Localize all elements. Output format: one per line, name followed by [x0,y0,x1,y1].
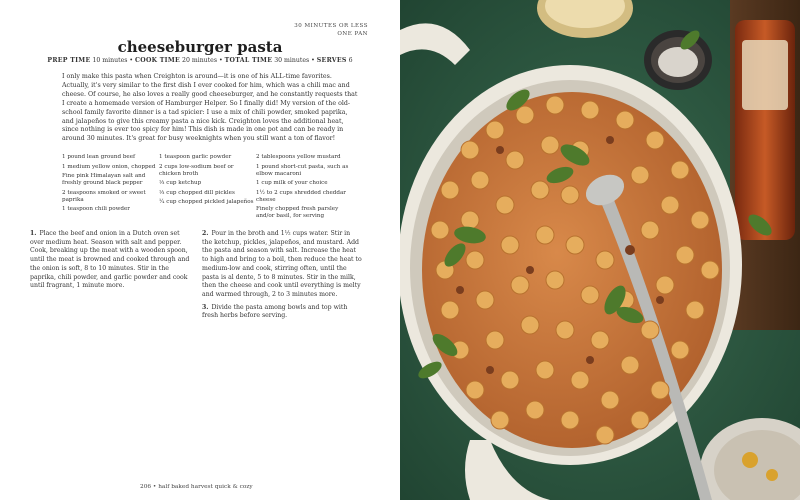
step-text: Divide the pasta among bowls and top with fresh herbs before serving. [202,303,348,320]
ingredients-column-1 [62,154,157,223]
step-number: 2. [202,230,209,237]
cook-time-label: COOK TIME [135,57,181,64]
pasta-pan-illustration [400,0,800,500]
steps-column-2 [202,230,362,325]
total-time-label: TOTAL TIME [224,57,273,64]
tag-30-minutes: 30 MINUTES OR LESS [294,23,368,29]
recipe-times: PREP TIME 10 minutes • COOK TIME 20 minutes • TOTAL TIME 30 minutes • SERVES 6 [47,57,353,64]
recipe-photo [400,0,800,500]
total-time-value: 30 minutes [274,57,310,64]
step-text: Pour in the broth and 1½ cups water. Stir in the ketchup, pickles, jalapeños, and mustard. Add the pasta and season with salt. Increase the heat to high and bring to a boil, then reduce the heat to medium-low and cook, stirring often, until the pasta is al dente, 5 to 8 minutes. Stir in the milk, then the cheese and cook until everything is melty and warmed through, 2 to 3 minutes more. [202,230,362,298]
serves-value: 6 [348,57,353,64]
ingredient-item: 1 pound short-cut pasta, such as elbow macaroni [256,163,349,177]
ingredient-item: 1 medium yellow onion, chopped [62,163,156,170]
page-footer [140,484,253,490]
serves-label: SERVES [316,57,347,64]
ingredient-item: 2 tablespoons yellow mustard [256,154,341,160]
jar-label [742,40,788,110]
ingredients-list [62,154,362,223]
ingredients-column-2 [159,154,254,223]
cook-time-value: 20 minutes [182,57,217,64]
ingredient-item: ⅓ cup ketchup [159,180,202,186]
ingredient-item: 1 cup milk of your choice [256,180,328,186]
recipe-tags [294,22,368,38]
page-number: 206 [140,484,152,490]
ingredient-item: 1 teaspoon garlic powder [159,154,232,160]
book-title: half baked harvest quick & cozy [158,484,253,490]
steps-column-1 [30,230,190,325]
ingredients-column-3 [256,154,351,223]
step-item [30,230,190,291]
recipe-intro: I only make this pasta when Creighton is around—it is one of his ALL-time favorites. Actually, it's very similar to the first dish I ever cooked for him, which was a chili mac and cheese. Of course, he also loves a really good cheeseburger, and he constantly requests that I create a homemade version of Hamburger Helper. So I finally did! My version of the old-school family favorite dinner is a tad spicier: I use a mix of chili powder, smoked paprika, and jalapeños to give this creamy pasta a nice kick. Creighton loves the additional heat, since nothing is ever too spicy for him! This dish is made in one pot and can be ready in around 30 minutes. It's great for busy weeknights when you still want a ton of flavor! [62,73,358,143]
step-item [202,230,362,300]
prep-time-value: 10 minutes [92,57,128,64]
step-number: 1. [30,230,37,237]
ingredient-item: ⅓ cup chopped dill pickles [159,189,235,196]
step-number: 3. [202,303,209,311]
footer-separator: • [152,484,157,490]
tag-one-pan: ONE PAN [337,31,368,37]
ingredient-item: Finely chopped fresh parsley and/or basil, for serving [256,206,339,219]
step-item [202,304,362,321]
flower-garnish [742,452,758,468]
ingredient-item: 1 pound lean ground beef [62,154,136,160]
recipe-title: cheeseburger pasta [117,38,283,56]
prep-time-label: PREP TIME [47,57,91,64]
ingredient-item: 1½ to 2 cups shredded cheddar cheese [256,189,346,203]
ingredient-item: 2 teaspoons smoked or sweet paprika [62,189,146,203]
ingredient-item: 2 cups low-sodium beef or chicken broth [159,163,234,177]
ingredient-item: 1 teaspoon chili powder [62,206,130,212]
step-text: Place the beef and onion in a Dutch oven set over medium heat. Season with salt and pepper. Cook, breaking up the meat with a wooden spoon, until the meat is browned and cooked through and the onion is soft, 8 to 10 minutes. Stir in the paprika, chili powder, and garlic powder and cook until fragrant, 1 minute more. [30,230,190,290]
ingredient-item: Fine pink Himalayan salt and freshly ground black pepper [62,173,146,186]
ingredient-item: ¼ cup chopped pickled jalapeños [159,199,254,205]
recipe-steps [30,230,362,325]
